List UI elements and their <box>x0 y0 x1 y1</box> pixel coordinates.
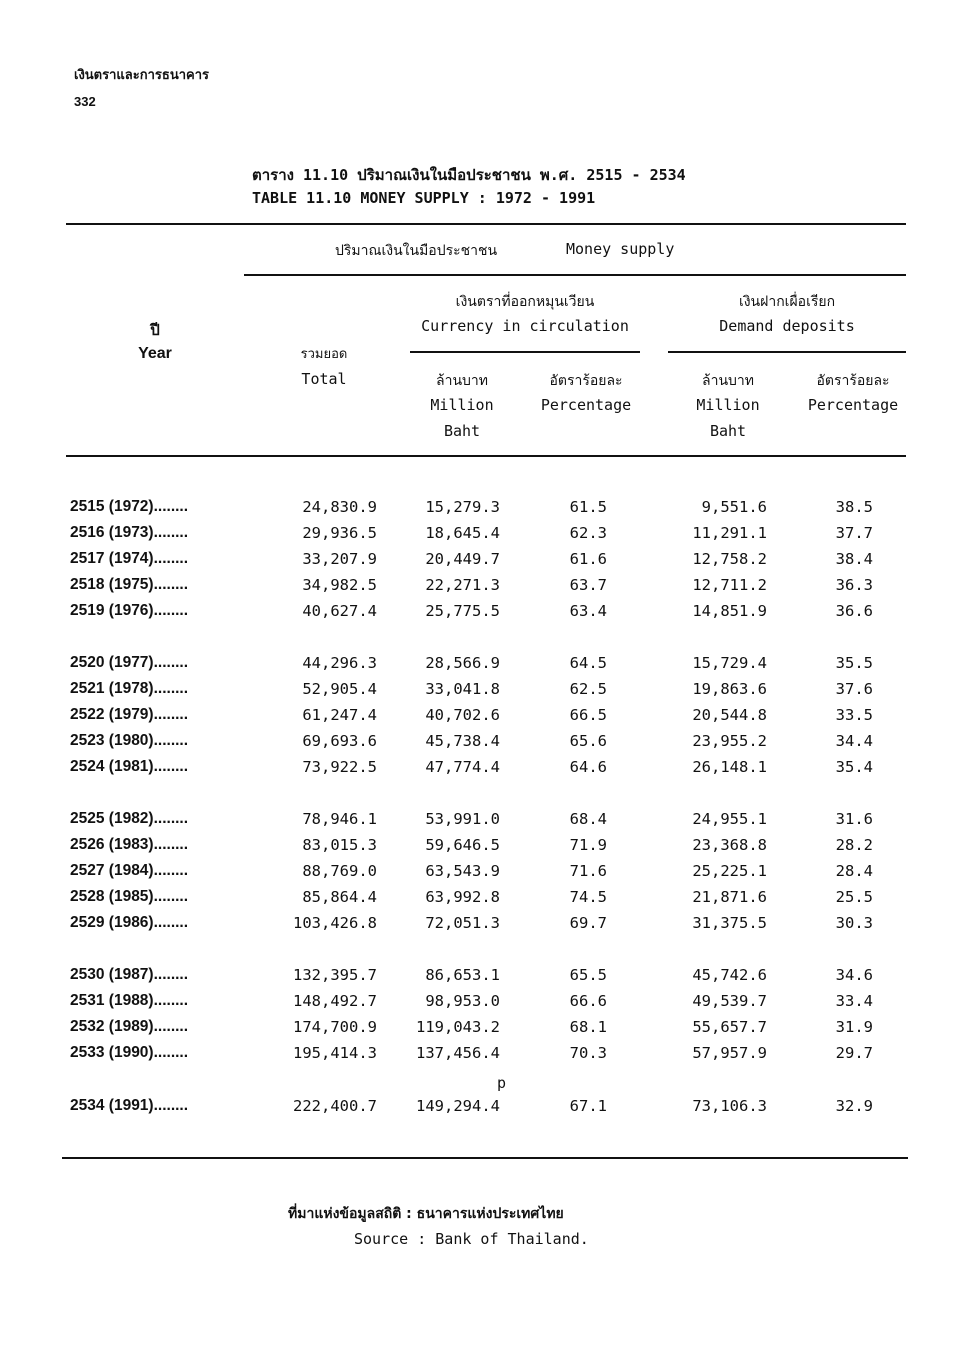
row-deposit-million: 25,225.1 <box>692 862 767 880</box>
row-deposit-million: 15,729.4 <box>692 654 767 672</box>
row-deposit-million: 73,106.3 <box>692 1097 767 1115</box>
row-deposit-percentage: 34.4 <box>835 732 873 750</box>
cur-baht-en: Baht <box>443 422 481 440</box>
row-deposit-million: 24,955.1 <box>692 810 767 828</box>
title-thai: ตาราง 11.10 ปริมาณเงินในมือประชาชน พ.ศ. 2515 - 2534 <box>252 166 686 184</box>
row-currency-percentage: 65.6 <box>569 732 607 750</box>
row-currency-percentage: 64.6 <box>569 758 607 776</box>
row-currency-percentage: 66.5 <box>569 706 607 724</box>
row-year: 2525 (1982)........ <box>70 810 189 827</box>
title-english: TABLE 11.10 MONEY SUPPLY : 1972 - 1991 <box>252 189 596 207</box>
row-currency-million: 63,543.9 <box>425 862 500 880</box>
row-year: 2534 (1991)........ <box>70 1097 189 1114</box>
row-currency-million: 18,645.4 <box>425 524 500 542</box>
table-row <box>70 810 910 836</box>
row-year: 2532 (1989)........ <box>70 1018 189 1035</box>
row-total: 195,414.3 <box>293 1044 377 1062</box>
row-currency-million: 59,646.5 <box>425 836 500 854</box>
row-currency-million: 86,653.1 <box>425 966 500 984</box>
row-deposit-percentage: 30.3 <box>835 914 873 932</box>
row-year: 2531 (1988)........ <box>70 992 189 1009</box>
preliminary-mark: p <box>497 1074 507 1092</box>
row-deposit-percentage: 35.5 <box>835 654 873 672</box>
row-currency-million: 22,271.3 <box>425 576 500 594</box>
row-deposit-million: 21,871.6 <box>692 888 767 906</box>
row-year: 2521 (1978)........ <box>70 680 189 697</box>
demand-rule <box>668 351 906 353</box>
row-year: 2518 (1975)........ <box>70 576 189 593</box>
row-currency-million: 98,953.0 <box>425 992 500 1010</box>
row-total: 103,426.8 <box>293 914 377 932</box>
row-total: 132,395.7 <box>293 966 377 984</box>
row-total: 88,769.0 <box>302 862 377 880</box>
table-row <box>70 732 910 758</box>
row-currency-million: 149,294.4 <box>416 1097 500 1115</box>
cur-pct-thai: อัตราร้อยละ <box>549 373 623 389</box>
row-deposit-percentage: 37.7 <box>835 524 873 542</box>
currency-rule <box>410 351 640 353</box>
row-currency-million: 63,992.8 <box>425 888 500 906</box>
currency-thai: เงินตราที่ออกหมุนเวียน <box>455 294 595 310</box>
row-total: 73,922.5 <box>302 758 377 776</box>
row-deposit-percentage: 36.6 <box>835 602 873 620</box>
dep-million-thai: ล้านบาท <box>702 373 754 389</box>
row-currency-percentage: 74.5 <box>569 888 607 906</box>
row-deposit-million: 45,742.6 <box>692 966 767 984</box>
table-row <box>70 550 910 576</box>
row-currency-percentage: 68.1 <box>569 1018 607 1036</box>
table-row <box>70 1018 910 1044</box>
table-row <box>70 888 910 914</box>
row-total: 29,936.5 <box>302 524 377 542</box>
row-deposit-percentage: 38.5 <box>835 498 873 516</box>
row-deposit-percentage: 29.7 <box>835 1044 873 1062</box>
row-total: 52,905.4 <box>302 680 377 698</box>
row-total: 78,946.1 <box>302 810 377 828</box>
row-currency-million: 53,991.0 <box>425 810 500 828</box>
row-currency-percentage: 71.6 <box>569 862 607 880</box>
row-deposit-million: 23,955.2 <box>692 732 767 750</box>
row-currency-percentage: 64.5 <box>569 654 607 672</box>
row-deposit-percentage: 31.9 <box>835 1018 873 1036</box>
table-row <box>70 914 910 940</box>
year-thai: ปี <box>150 321 160 339</box>
row-currency-percentage: 61.5 <box>569 498 607 516</box>
row-currency-million: 119,043.2 <box>416 1018 500 1036</box>
table-row <box>70 706 910 732</box>
table-row <box>70 992 910 1018</box>
money-supply-en: Money supply <box>566 240 675 258</box>
row-deposit-million: 23,368.8 <box>692 836 767 854</box>
row-currency-million: 40,702.6 <box>425 706 500 724</box>
table-row <box>70 1044 910 1070</box>
row-currency-percentage: 62.3 <box>569 524 607 542</box>
row-deposit-million: 49,539.7 <box>692 992 767 1010</box>
row-deposit-percentage: 32.9 <box>835 1097 873 1115</box>
table-row <box>70 1097 910 1123</box>
row-year: 2515 (1972)........ <box>70 498 189 515</box>
dep-baht-en: Baht <box>709 422 747 440</box>
money-supply-thai: ปริมาณเงินในมือประชาชน <box>335 243 498 259</box>
page-number: 332 <box>74 94 96 109</box>
table-row <box>70 680 910 706</box>
row-total: 24,830.9 <box>302 498 377 516</box>
table-row <box>70 758 910 784</box>
row-total: 85,864.4 <box>302 888 377 906</box>
row-currency-million: 20,449.7 <box>425 550 500 568</box>
total-en: Total <box>301 370 347 388</box>
table-row <box>70 966 910 992</box>
row-year: 2523 (1980)........ <box>70 732 189 749</box>
dep-pct-en: Percentage <box>807 396 899 414</box>
row-currency-million: 72,051.3 <box>425 914 500 932</box>
row-deposit-percentage: 33.5 <box>835 706 873 724</box>
row-currency-percentage: 63.7 <box>569 576 607 594</box>
row-currency-percentage: 69.7 <box>569 914 607 932</box>
row-deposit-million: 11,291.1 <box>692 524 767 542</box>
row-currency-percentage: 62.5 <box>569 680 607 698</box>
row-year: 2526 (1983)........ <box>70 836 189 853</box>
row-year: 2517 (1974)........ <box>70 550 189 567</box>
dep-pct-thai: อัตราร้อยละ <box>816 373 890 389</box>
row-currency-percentage: 68.4 <box>569 810 607 828</box>
row-deposit-million: 14,851.9 <box>692 602 767 620</box>
row-currency-percentage: 67.1 <box>569 1097 607 1115</box>
row-total: 61,247.4 <box>302 706 377 724</box>
row-deposit-percentage: 34.6 <box>835 966 873 984</box>
cur-pct-en: Percentage <box>540 396 632 414</box>
row-currency-percentage: 63.4 <box>569 602 607 620</box>
row-currency-percentage: 71.9 <box>569 836 607 854</box>
row-deposit-million: 12,758.2 <box>692 550 767 568</box>
row-deposit-million: 26,148.1 <box>692 758 767 776</box>
total-thai: รวมยอด <box>300 347 348 362</box>
row-year: 2516 (1973)........ <box>70 524 189 541</box>
row-deposit-percentage: 25.5 <box>835 888 873 906</box>
header-bottom-rule <box>66 455 906 457</box>
row-currency-percentage: 70.3 <box>569 1044 607 1062</box>
row-total: 40,627.4 <box>302 602 377 620</box>
table-row <box>70 862 910 888</box>
top-rule <box>66 223 906 225</box>
demand-thai: เงินฝากเผื่อเรียก <box>738 294 836 310</box>
row-currency-million: 47,774.4 <box>425 758 500 776</box>
row-deposit-million: 57,957.9 <box>692 1044 767 1062</box>
row-currency-million: 25,775.5 <box>425 602 500 620</box>
row-year: 2524 (1981)........ <box>70 758 189 775</box>
row-deposit-percentage: 31.6 <box>835 810 873 828</box>
row-year: 2528 (1985)........ <box>70 888 189 905</box>
row-deposit-percentage: 28.4 <box>835 862 873 880</box>
source-english: Source : Bank of Thailand. <box>354 1230 589 1248</box>
row-year: 2519 (1976)........ <box>70 602 189 619</box>
source-thai: ที่มาแห่งข้อมูลสถิติ : ธนาคารแห่งประเทศไทย <box>288 1206 564 1222</box>
table-row <box>70 602 910 628</box>
row-deposit-percentage: 37.6 <box>835 680 873 698</box>
row-total: 69,693.6 <box>302 732 377 750</box>
row-deposit-percentage: 35.4 <box>835 758 873 776</box>
year-en: Year <box>138 345 172 362</box>
row-currency-million: 33,041.8 <box>425 680 500 698</box>
row-year: 2522 (1979)........ <box>70 706 189 723</box>
currency-en: Currency in circulation <box>421 317 629 335</box>
row-deposit-million: 19,863.6 <box>692 680 767 698</box>
row-currency-million: 137,456.4 <box>416 1044 500 1062</box>
row-total: 44,296.3 <box>302 654 377 672</box>
row-deposit-percentage: 38.4 <box>835 550 873 568</box>
row-currency-million: 45,738.4 <box>425 732 500 750</box>
row-total: 148,492.7 <box>293 992 377 1010</box>
table-row <box>70 498 910 524</box>
table-bottom-rule <box>62 1157 908 1159</box>
row-deposit-million: 9,551.6 <box>701 498 767 516</box>
row-year: 2527 (1984)........ <box>70 862 189 879</box>
row-total: 83,015.3 <box>302 836 377 854</box>
row-year: 2520 (1977)........ <box>70 654 189 671</box>
row-total: 34,982.5 <box>302 576 377 594</box>
demand-en: Demand deposits <box>719 317 855 335</box>
cur-million-thai: ล้านบาท <box>436 373 488 389</box>
table-row <box>70 576 910 602</box>
row-deposit-million: 31,375.5 <box>692 914 767 932</box>
row-year: 2533 (1990)........ <box>70 1044 189 1061</box>
row-year: 2530 (1987)........ <box>70 966 189 983</box>
row-deposit-million: 12,711.2 <box>692 576 767 594</box>
row-deposit-million: 55,657.7 <box>692 1018 767 1036</box>
row-currency-million: 15,279.3 <box>425 498 500 516</box>
row-total: 174,700.9 <box>293 1018 377 1036</box>
row-currency-percentage: 65.5 <box>569 966 607 984</box>
row-deposit-percentage: 28.2 <box>835 836 873 854</box>
money-supply-rule <box>244 274 906 276</box>
row-deposit-percentage: 33.4 <box>835 992 873 1010</box>
section-header: เงินตราและการธนาคาร <box>74 68 209 83</box>
row-total: 222,400.7 <box>293 1097 377 1115</box>
row-year: 2529 (1986)........ <box>70 914 189 931</box>
row-total: 33,207.9 <box>302 550 377 568</box>
row-currency-million: 28,566.9 <box>425 654 500 672</box>
row-currency-percentage: 61.6 <box>569 550 607 568</box>
cur-million-en: Million <box>430 396 494 414</box>
table-row <box>70 524 910 550</box>
table-row <box>70 836 910 862</box>
row-deposit-million: 20,544.8 <box>692 706 767 724</box>
table-row <box>70 654 910 680</box>
row-deposit-percentage: 36.3 <box>835 576 873 594</box>
dep-million-en: Million <box>696 396 760 414</box>
row-currency-percentage: 66.6 <box>569 992 607 1010</box>
